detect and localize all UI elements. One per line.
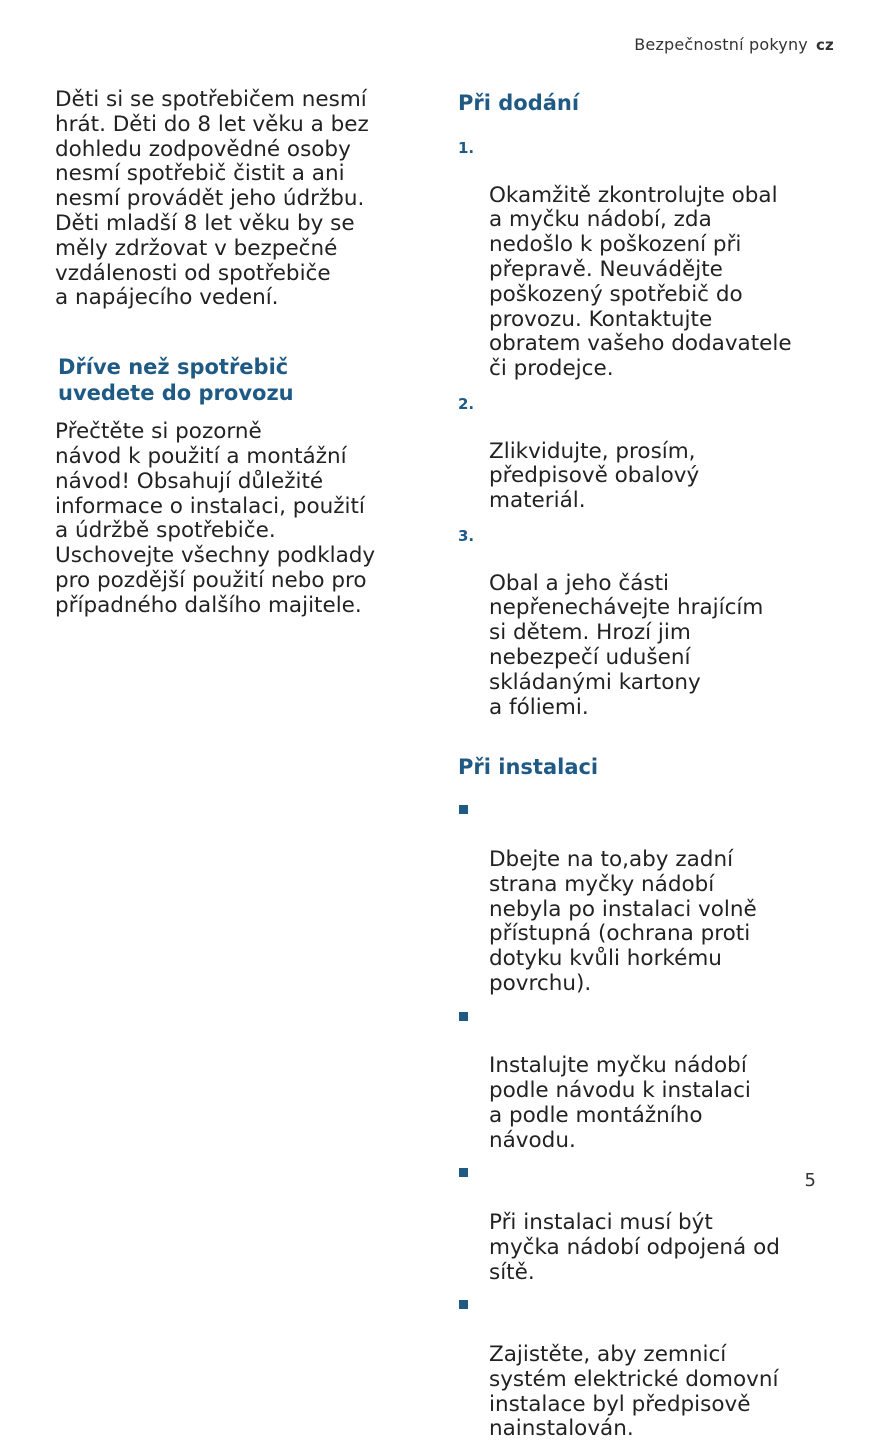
square-bullet-icon (459, 1012, 468, 1021)
step-number: 1. (458, 139, 475, 157)
step-text: Zlikvidujte, prosím, předpisově obalový materiál. (489, 438, 700, 514)
step-number: 2. (458, 394, 475, 413)
left-column (55, 88, 415, 619)
section-title: Bezpečnostní pokyny (634, 35, 808, 54)
list-item (458, 522, 838, 720)
step-text: Okamžitě zkontrolujte obal a myčku nádobí, zda nedošlo k poškození při přepravě. Neuvádějte poškozený spotřebič do provozu. Kontaktujte obratem vašeho dodavatele či prodejce. (489, 182, 792, 382)
installation-heading: Při instalaci (458, 755, 599, 780)
delivery-steps (458, 134, 838, 720)
before-use-paragraph: Přečtěte si pozorně návod k použití a montážní návod! Obsahují důležité informace o instalaci, použití a údržbě spotřebiče. Uschovejte všechny podklady pro pozdější použití nebo pro případného dalšího majitele. (55, 419, 376, 618)
running-header (634, 35, 834, 54)
bullet-text: Instalujte myčku nádobí podle návodu k instalaci a podle montážního návodu. (489, 1053, 751, 1153)
bullet-text: Zajistěte, aby zemnicí systém elektrické domovní instalace byl předpisově nainstalován. (489, 1342, 779, 1442)
page-number: 5 (804, 1170, 816, 1191)
list-item (458, 1161, 838, 1285)
square-bullet-icon (459, 805, 468, 814)
before-use-heading: Dříve než spotřebič uvedete do provozu (58, 355, 294, 406)
installation-list (458, 798, 838, 1442)
right-column (458, 88, 838, 1450)
square-bullet-icon (459, 1300, 468, 1309)
list-item (458, 1005, 838, 1154)
step-number: 3. (458, 526, 475, 545)
list-item (458, 1293, 838, 1442)
list-item (458, 134, 838, 382)
square-bullet-icon (459, 1168, 468, 1177)
children-safety-paragraph: Děti si se spotřebičem nesmí hrát. Děti do 8 let věku a bez dohledu zodpovědné osoby nesmí spotřebič čistit a ani nesmí provádět jeho údržbu. Děti mladší 8 let věku by se měly zdržovat v bezpečné vzdálenosti od spotřebiče a napájecího vedení. (55, 87, 369, 311)
bullet-text: Dbejte na to,aby zadní strana myčky nádobí nebyla po instalaci volně přístupná (ochrana proti dotyku kvůli horkému povrchu). (489, 846, 757, 996)
list-item (458, 798, 838, 996)
step-text: Obal a jeho části nepřenechávejte hrajícím si dětem. Hrozí jim nebezpečí udušení skládanými kartony a fóliemi. (489, 570, 764, 720)
delivery-heading: Při dodání (458, 91, 580, 115)
bullet-text: Při instalaci musí být myčka nádobí odpojená od sítě. (489, 1210, 780, 1285)
list-item (458, 390, 838, 514)
language-code: cz (815, 36, 834, 54)
